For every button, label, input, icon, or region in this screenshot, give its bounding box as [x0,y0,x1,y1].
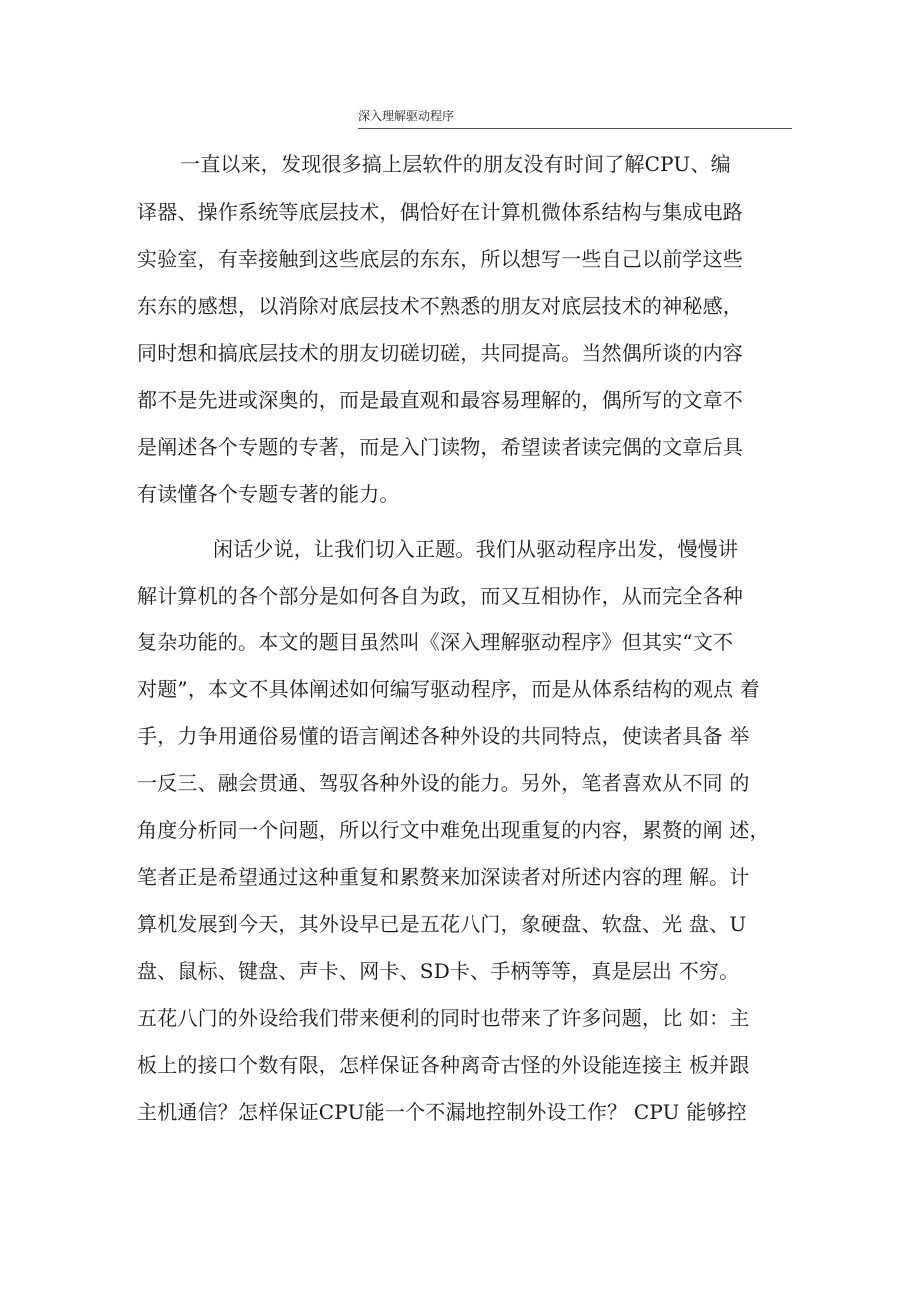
paragraph-line: 角度分析同一个问题，所以行文中难免出现重复的内容，累赘的阐 述， [137,818,770,842]
paragraph-line: 东东的感想，以消除对底层技术不熟悉的朋友对底层技术的神秘感， [137,294,743,318]
paragraph-line: 对题”，本文不具体阐述如何编写驱动程序，而是从体系结构的观点 着 [137,677,760,701]
paragraph-line: 板上的接口个数有限，怎样保证各种离奇古怪的外设能连接主 板并跟 [137,1053,750,1077]
paragraph-line: 五花八门的外设给我们带来便利的同时也带来了许多问题，比 如：主 [137,1006,750,1030]
paragraph-line: 实验室，有幸接触到这些底层的东东，所以想写一些自己以前学这些 [137,247,743,271]
paragraph-line: 盘、鼠标、键盘、声卡、网卡、SD卡、手柄等等，真是层出 不穷。 [137,959,740,983]
paragraph-line: 解计算机的各个部分是如何各自为政，而又互相协作，从而完全各种 [137,584,743,608]
paragraph-line: 算机发展到今天，其外设早已是五花八门，象硬盘、软盘、光 盘、U [137,912,747,936]
paragraph-line: 闲话少说，让我们切入正题。我们从驱动程序出发，慢慢讲 [213,537,739,561]
paragraph-line: 有读懂各个专题专著的能力。 [137,482,400,506]
paragraph-line: 笔者正是希望通过这种重复和累赘来加深读者对所述内容的理 解。计 [137,865,750,889]
paragraph-line: 都不是先进或深奥的，而是最直观和最容易理解的，偶所写的文章不 [137,388,743,412]
paragraph-line: 主机通信？怎样保证CPU能一个不漏地控制外设工作？ CPU 能够控 [137,1100,747,1124]
paragraph-line: 一反三、融会贯通、驾驭各种外设的能力。另外，笔者喜欢从不同 的 [137,771,750,795]
paragraph-line: 手，力争用通俗易懂的语言阐述各种外设的共同特点，使读者具备 举 [137,724,750,748]
paragraph-line: 同时想和搞底层技术的朋友切磋切磋，共同提高。当然偶所谈的内容 [137,341,743,365]
running-header-title: 深入理解驱动程序 [358,109,455,123]
paragraph-line: 复杂功能的。本文的题目虽然叫《深入理解驱动程序》但其实“文不 [137,630,734,654]
paragraph-line: 是阐述各个专题的专著，而是入门读物，希望读者读完偶的文章后具 [137,435,743,459]
paragraph-line: 译器、操作系统等底层技术，偶恰好在计算机微体系结构与集成电路 [137,200,743,224]
paragraph-line: 一直以来，发现很多搞上层软件的朋友没有时间了解CPU、编 [180,152,731,176]
